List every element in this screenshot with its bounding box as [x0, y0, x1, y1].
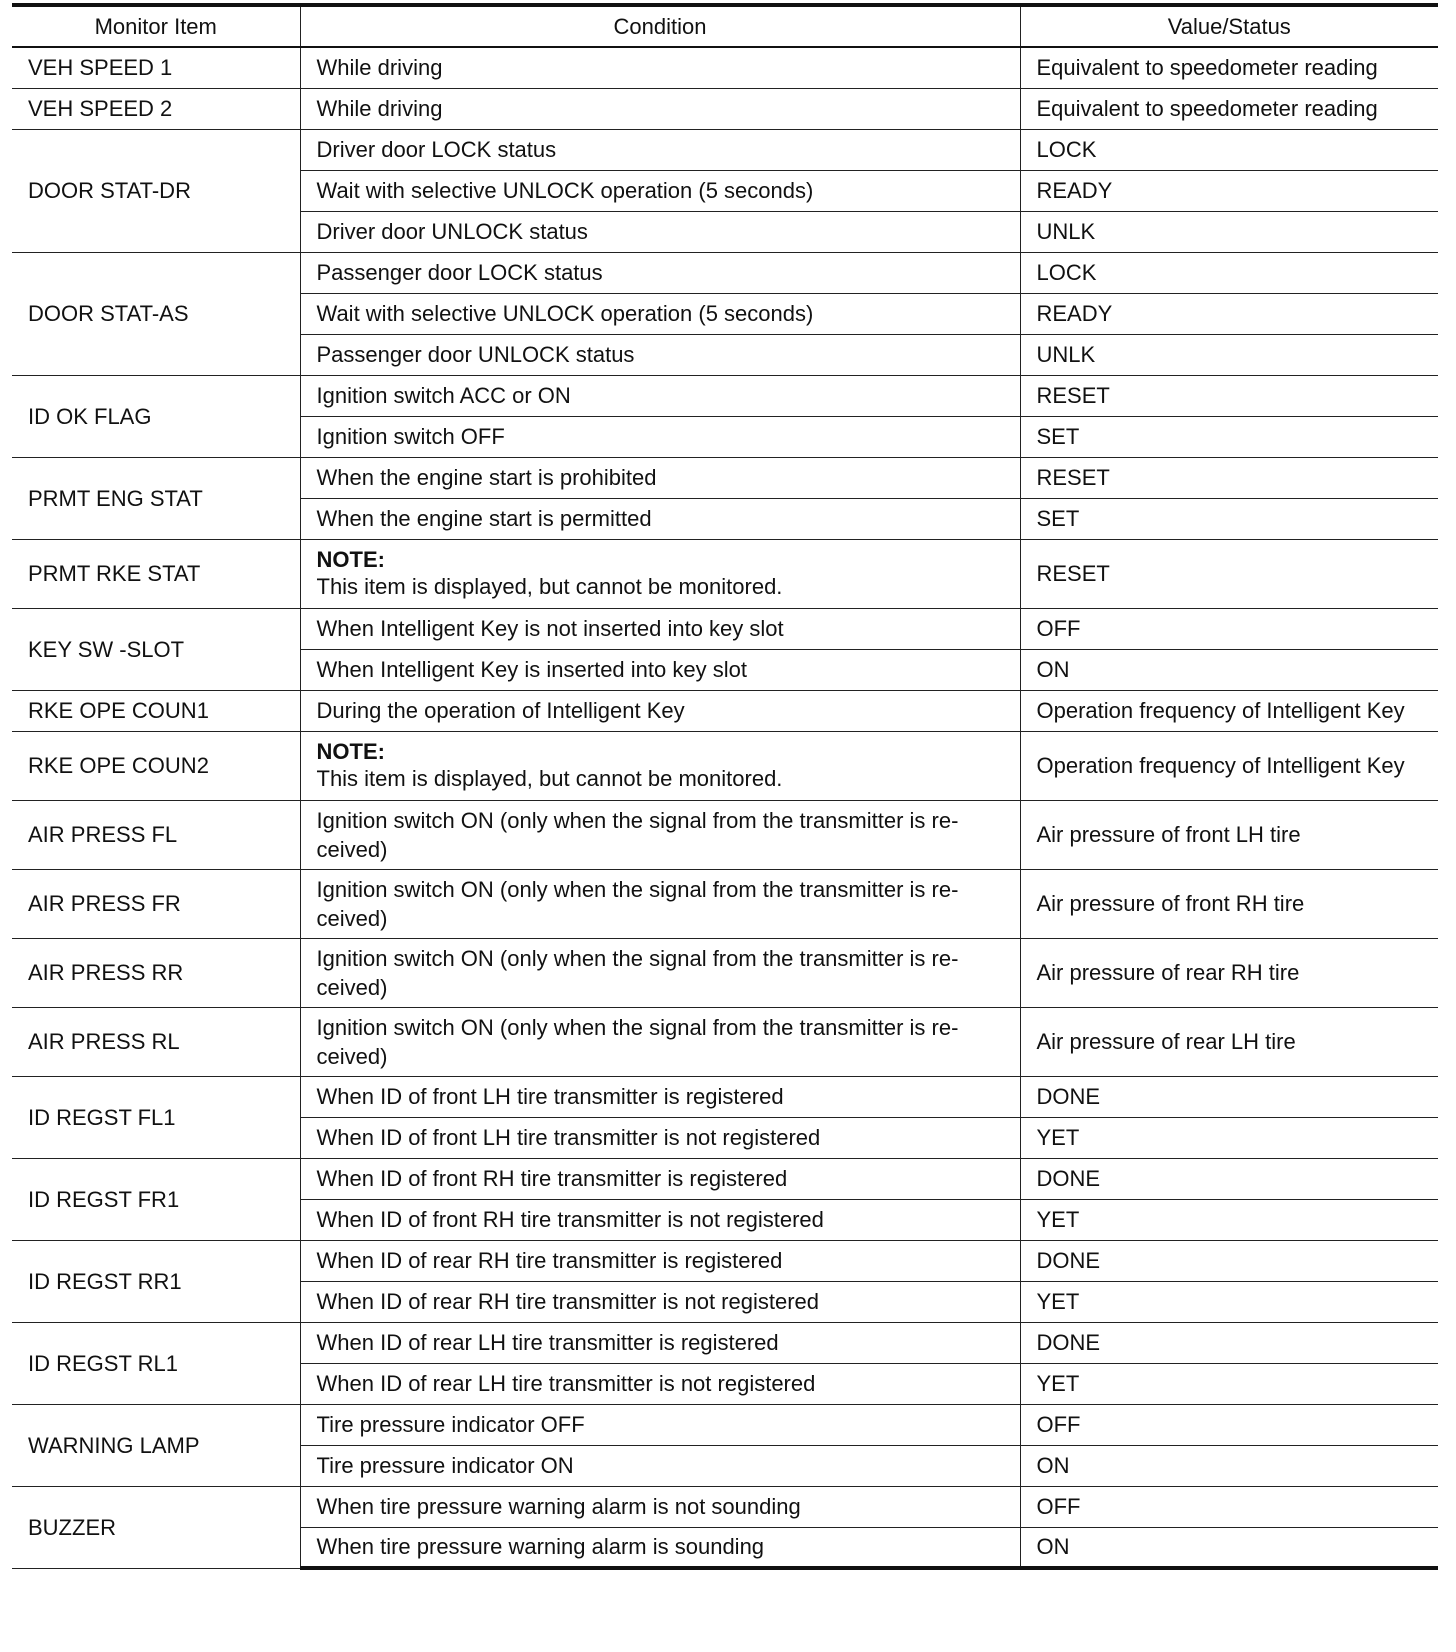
value-status-cell: Equivalent to speedometer reading — [1020, 47, 1438, 88]
table-row — [12, 1404, 1438, 1445]
value-status-cell: DONE — [1020, 1322, 1438, 1363]
value-status-cell: ON — [1020, 649, 1438, 690]
value-status-cell: YET — [1020, 1117, 1438, 1158]
monitor-item-cell: DOOR STAT-DR — [12, 129, 300, 252]
monitor-item-cell: ID REGST FR1 — [12, 1158, 300, 1240]
condition-cell: When ID of front LH tire transmitter is not registered — [300, 1117, 1020, 1158]
value-status-cell: LOCK — [1020, 252, 1438, 293]
table-row — [12, 457, 1438, 498]
condition-cell: When the engine start is prohibited — [300, 457, 1020, 498]
condition-cell: When tire pressure warning alarm is not sounding — [300, 1486, 1020, 1527]
condition-cell: While driving — [300, 88, 1020, 129]
table-row — [12, 608, 1438, 649]
monitor-item-cell: VEH SPEED 2 — [12, 88, 300, 129]
monitor-item-cell: AIR PRESS RL — [12, 1007, 300, 1076]
value-status-cell: OFF — [1020, 1404, 1438, 1445]
monitor-item-cell: RKE OPE COUN2 — [12, 731, 300, 800]
value-status-cell: DONE — [1020, 1240, 1438, 1281]
value-status-cell: DONE — [1020, 1158, 1438, 1199]
table-row — [12, 88, 1438, 129]
condition-cell: When ID of rear LH tire transmitter is registered — [300, 1322, 1020, 1363]
condition-cell: Ignition switch OFF — [300, 416, 1020, 457]
value-status-cell: READY — [1020, 293, 1438, 334]
monitor-item-cell: AIR PRESS RR — [12, 938, 300, 1007]
condition-cell: When ID of rear RH tire transmitter is not registered — [300, 1281, 1020, 1322]
table-row — [12, 129, 1438, 170]
condition-cell: When ID of front LH tire transmitter is registered — [300, 1076, 1020, 1117]
condition-cell: Ignition switch ON (only when the signal from the transmitter is re-ceived) — [300, 938, 1020, 1007]
value-status-cell: ON — [1020, 1445, 1438, 1486]
condition-cell: Tire pressure indicator OFF — [300, 1404, 1020, 1445]
table-row — [12, 731, 1438, 800]
value-status-cell: LOCK — [1020, 129, 1438, 170]
value-status-cell: Air pressure of rear RH tire — [1020, 938, 1438, 1007]
monitor-item-cell: PRMT RKE STAT — [12, 539, 300, 608]
value-status-cell: RESET — [1020, 457, 1438, 498]
value-status-cell: SET — [1020, 416, 1438, 457]
table-row — [12, 938, 1438, 1007]
header-value-status: Value/Status — [1020, 5, 1438, 47]
monitor-item-cell: AIR PRESS FL — [12, 800, 300, 869]
table-row — [12, 375, 1438, 416]
monitor-item-cell: PRMT ENG STAT — [12, 457, 300, 539]
condition-cell: While driving — [300, 47, 1020, 88]
table-header — [12, 5, 1438, 47]
monitor-item-cell: ID REGST RR1 — [12, 1240, 300, 1322]
condition-cell: Ignition switch ON (only when the signal from the transmitter is re-ceived) — [300, 869, 1020, 938]
value-status-cell: Air pressure of front RH tire — [1020, 869, 1438, 938]
monitor-item-cell: AIR PRESS FR — [12, 869, 300, 938]
header-condition: Condition — [300, 5, 1020, 47]
monitor-item-cell: VEH SPEED 1 — [12, 47, 300, 88]
value-status-cell: YET — [1020, 1281, 1438, 1322]
value-status-cell: RESET — [1020, 375, 1438, 416]
value-status-cell: Equivalent to speedometer reading — [1020, 88, 1438, 129]
monitor-item-cell: RKE OPE COUN1 — [12, 690, 300, 731]
table-row — [12, 869, 1438, 938]
value-status-cell: READY — [1020, 170, 1438, 211]
condition-cell: When the engine start is permitted — [300, 498, 1020, 539]
value-status-cell: UNLK — [1020, 211, 1438, 252]
condition-cell — [300, 731, 1020, 800]
condition-cell: Ignition switch ON (only when the signal from the transmitter is re-ceived) — [300, 1007, 1020, 1076]
condition-cell: Ignition switch ON (only when the signal from the transmitter is re-ceived) — [300, 800, 1020, 869]
monitor-item-table — [12, 3, 1438, 1570]
value-status-cell: UNLK — [1020, 334, 1438, 375]
condition-cell: When ID of rear LH tire transmitter is not registered — [300, 1363, 1020, 1404]
table-row — [12, 1007, 1438, 1076]
header-row — [12, 5, 1438, 47]
condition-cell: Tire pressure indicator ON — [300, 1445, 1020, 1486]
table-row — [12, 47, 1438, 88]
condition-cell: Wait with selective UNLOCK operation (5 seconds) — [300, 170, 1020, 211]
table-row — [12, 1076, 1438, 1117]
monitor-item-cell: ID REGST FL1 — [12, 1076, 300, 1158]
condition-cell: Wait with selective UNLOCK operation (5 seconds) — [300, 293, 1020, 334]
value-status-cell: Operation frequency of Intelligent Key — [1020, 690, 1438, 731]
table-row — [12, 690, 1438, 731]
condition-cell: Ignition switch ACC or ON — [300, 375, 1020, 416]
monitor-item-cell: DOOR STAT-AS — [12, 252, 300, 375]
monitor-item-cell: KEY SW -SLOT — [12, 608, 300, 690]
monitor-table-container — [12, 3, 1438, 1570]
table-row — [12, 1486, 1438, 1527]
monitor-item-cell: WARNING LAMP — [12, 1404, 300, 1486]
value-status-cell: SET — [1020, 498, 1438, 539]
value-status-cell: Operation frequency of Intelligent Key — [1020, 731, 1438, 800]
value-status-cell: YET — [1020, 1199, 1438, 1240]
table-row — [12, 1158, 1438, 1199]
monitor-item-cell: ID REGST RL1 — [12, 1322, 300, 1404]
condition-cell: When tire pressure warning alarm is sounding — [300, 1527, 1020, 1568]
condition-cell: Driver door LOCK status — [300, 129, 1020, 170]
condition-cell: Passenger door UNLOCK status — [300, 334, 1020, 375]
condition-cell: When ID of front RH tire transmitter is not registered — [300, 1199, 1020, 1240]
value-status-cell: YET — [1020, 1363, 1438, 1404]
condition-cell: When Intelligent Key is inserted into key slot — [300, 649, 1020, 690]
table-row — [12, 800, 1438, 869]
value-status-cell: DONE — [1020, 1076, 1438, 1117]
condition-cell: Driver door UNLOCK status — [300, 211, 1020, 252]
value-status-cell: OFF — [1020, 608, 1438, 649]
note-label: NOTE: — [316, 546, 385, 572]
monitor-item-cell: BUZZER — [12, 1486, 300, 1568]
monitor-item-cell: ID OK FLAG — [12, 375, 300, 457]
note-text: This item is displayed, but cannot be monitored. — [316, 765, 783, 791]
table-row — [12, 252, 1438, 293]
table-row — [12, 1240, 1438, 1281]
value-status-cell: ON — [1020, 1527, 1438, 1568]
table-row — [12, 1322, 1438, 1363]
condition-cell: When ID of front RH tire transmitter is registered — [300, 1158, 1020, 1199]
value-status-cell: Air pressure of front LH tire — [1020, 800, 1438, 869]
value-status-cell: OFF — [1020, 1486, 1438, 1527]
value-status-cell: Air pressure of rear LH tire — [1020, 1007, 1438, 1076]
note-label: NOTE: — [316, 738, 385, 764]
header-monitor-item: Monitor Item — [12, 5, 300, 47]
note-text: This item is displayed, but cannot be monitored. — [316, 573, 783, 599]
condition-cell — [300, 539, 1020, 608]
table-row — [12, 539, 1438, 608]
condition-cell: Passenger door LOCK status — [300, 252, 1020, 293]
condition-cell: During the operation of Intelligent Key — [300, 690, 1020, 731]
condition-cell: When Intelligent Key is not inserted into key slot — [300, 608, 1020, 649]
value-status-cell: RESET — [1020, 539, 1438, 608]
condition-cell: When ID of rear RH tire transmitter is registered — [300, 1240, 1020, 1281]
table-body — [12, 47, 1438, 1568]
